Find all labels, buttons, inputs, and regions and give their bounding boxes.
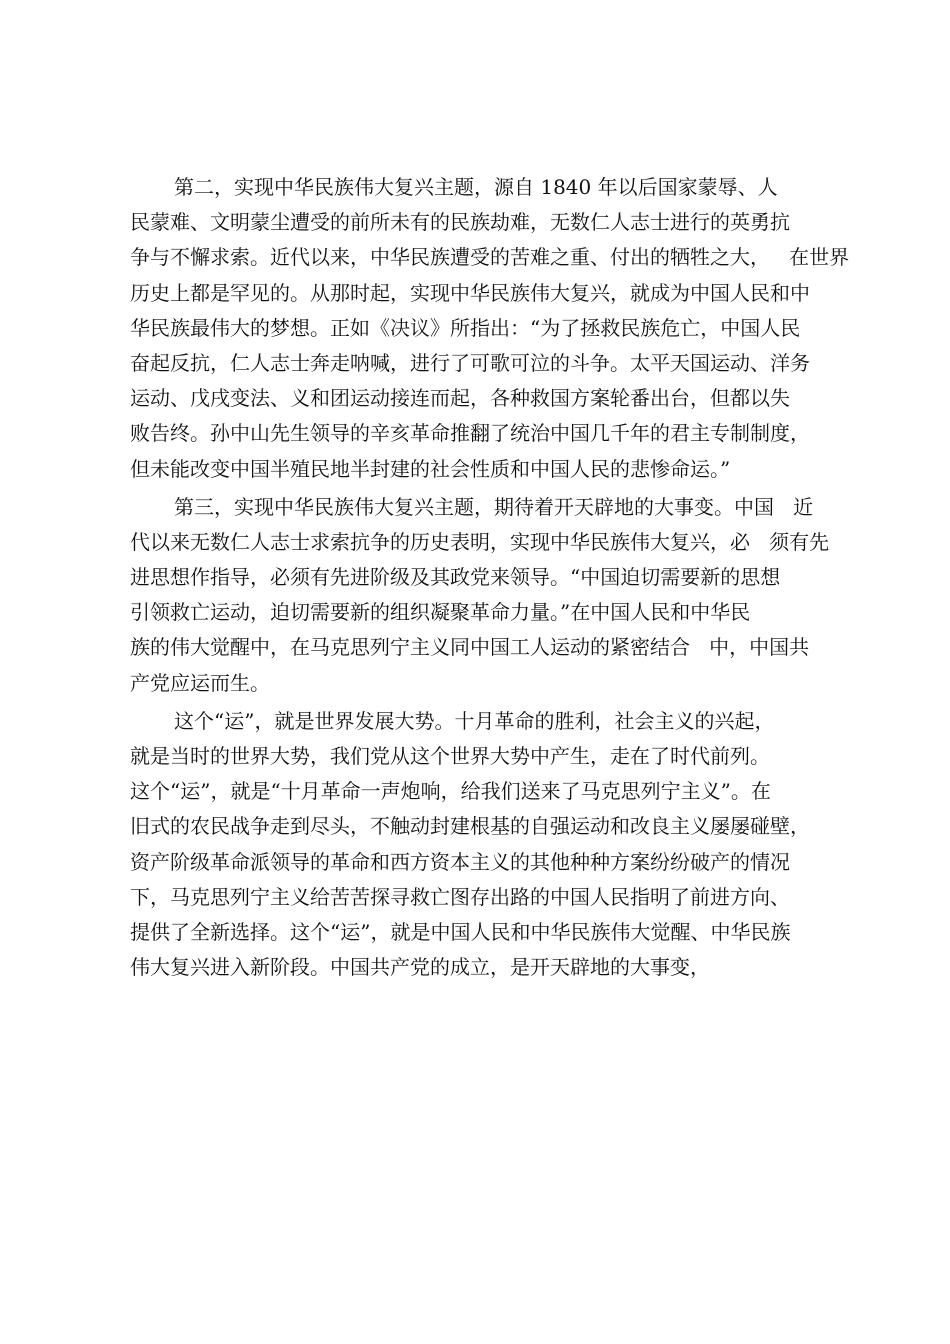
paragraph-3 bbox=[130, 490, 850, 701]
paragraph-yun bbox=[130, 704, 850, 986]
text-line: 败告终。孙中山先生领导的辛亥革命推翻了统治中国几千年的君主专制制度， bbox=[130, 421, 810, 446]
paragraph-2 bbox=[130, 170, 850, 487]
text-line: 资产阶级革命派领导的革命和西方资本主义的其他种种方案纷纷破产的情况 bbox=[130, 849, 790, 874]
document-body bbox=[130, 170, 850, 985]
text-line: 产党应运而生。 bbox=[130, 670, 270, 695]
text-line: 华民族最伟大的梦想。正如《决议》所指出：“为了拯救民族危亡，中国人民 bbox=[130, 315, 801, 340]
text-line: 但未能改变中国半殖民地半封建的社会性质和中国人民的悲惨命运。” bbox=[130, 456, 731, 481]
text-line: 下，马克思列宁主义给苦苦探寻救亡图存出路的中国人民指明了前进方向、 bbox=[130, 884, 790, 909]
text-line: 历史上都是罕见的。从那时起，实现中华民族伟大复兴，就成为中国人民和中 bbox=[130, 280, 810, 305]
text-line: 引领救亡运动，迫切需要新的组织凝聚革命力量。”在中国人民和中华民 bbox=[130, 600, 751, 625]
text-line: 就是当时的世界大势，我们党从这个世界大势中产生，走在了时代前列。 bbox=[130, 744, 770, 768]
text-line: 第三，实现中华民族伟大复兴主题，期待着开天辟地的大事变。中国 近 bbox=[174, 494, 814, 519]
text-line: 争与不懈求索。近代以来，中华民族遭受的苦难之重、付出的牺牲之大， 在世界 bbox=[130, 245, 850, 270]
text-line: 伟大复兴进入新阶段。中国共产党的成立，是开天辟地的大事变， bbox=[130, 955, 710, 980]
text-line: 这个“运”，就是世界发展大势。十月革命的胜利，社会主义的兴起， bbox=[174, 708, 775, 733]
text-line: 民蒙难、文明蒙尘遭受的前所未有的民族劫难，无数仁人志士进行的英勇抗 bbox=[130, 210, 790, 235]
text-line: 族的伟大觉醒中，在马克思列宁主义同中国工人运动的紧密结合 中，中国共 bbox=[130, 635, 810, 660]
text-line: 提供了全新选择。这个“运”，就是中国人民和中华民族伟大觉醒、中华民族 bbox=[130, 919, 791, 944]
text-line: 奋起反抗，仁人志士奔走呐喊，进行了可歌可泣的斗争。太平天国运动、洋务 bbox=[130, 350, 810, 375]
text-line: 代以来无数仁人志士求索抗争的历史表明，实现中华民族伟大复兴，必 须有先 bbox=[130, 529, 830, 554]
text-line: 进思想作指导，必须有先进阶级及其政党来领导。“中国迫切需要新的思想 bbox=[130, 565, 781, 590]
text-line: 旧式的农民战争走到尽头，不触动封建根基的自强运动和改良主义屡屡碰壁， bbox=[130, 814, 810, 839]
text-line: 运动、戊戌变法、义和团运动接连而起，各种救国方案轮番出台，但都以失 bbox=[130, 386, 790, 411]
text-line: 这个“运”，就是“十月革命一声炮响，给我们送来了马克思列宁主义”。在 bbox=[130, 779, 771, 804]
text-line: 第二，实现中华民族伟大复兴主题，源自 1840 年以后国家蒙辱、人 bbox=[174, 175, 778, 199]
